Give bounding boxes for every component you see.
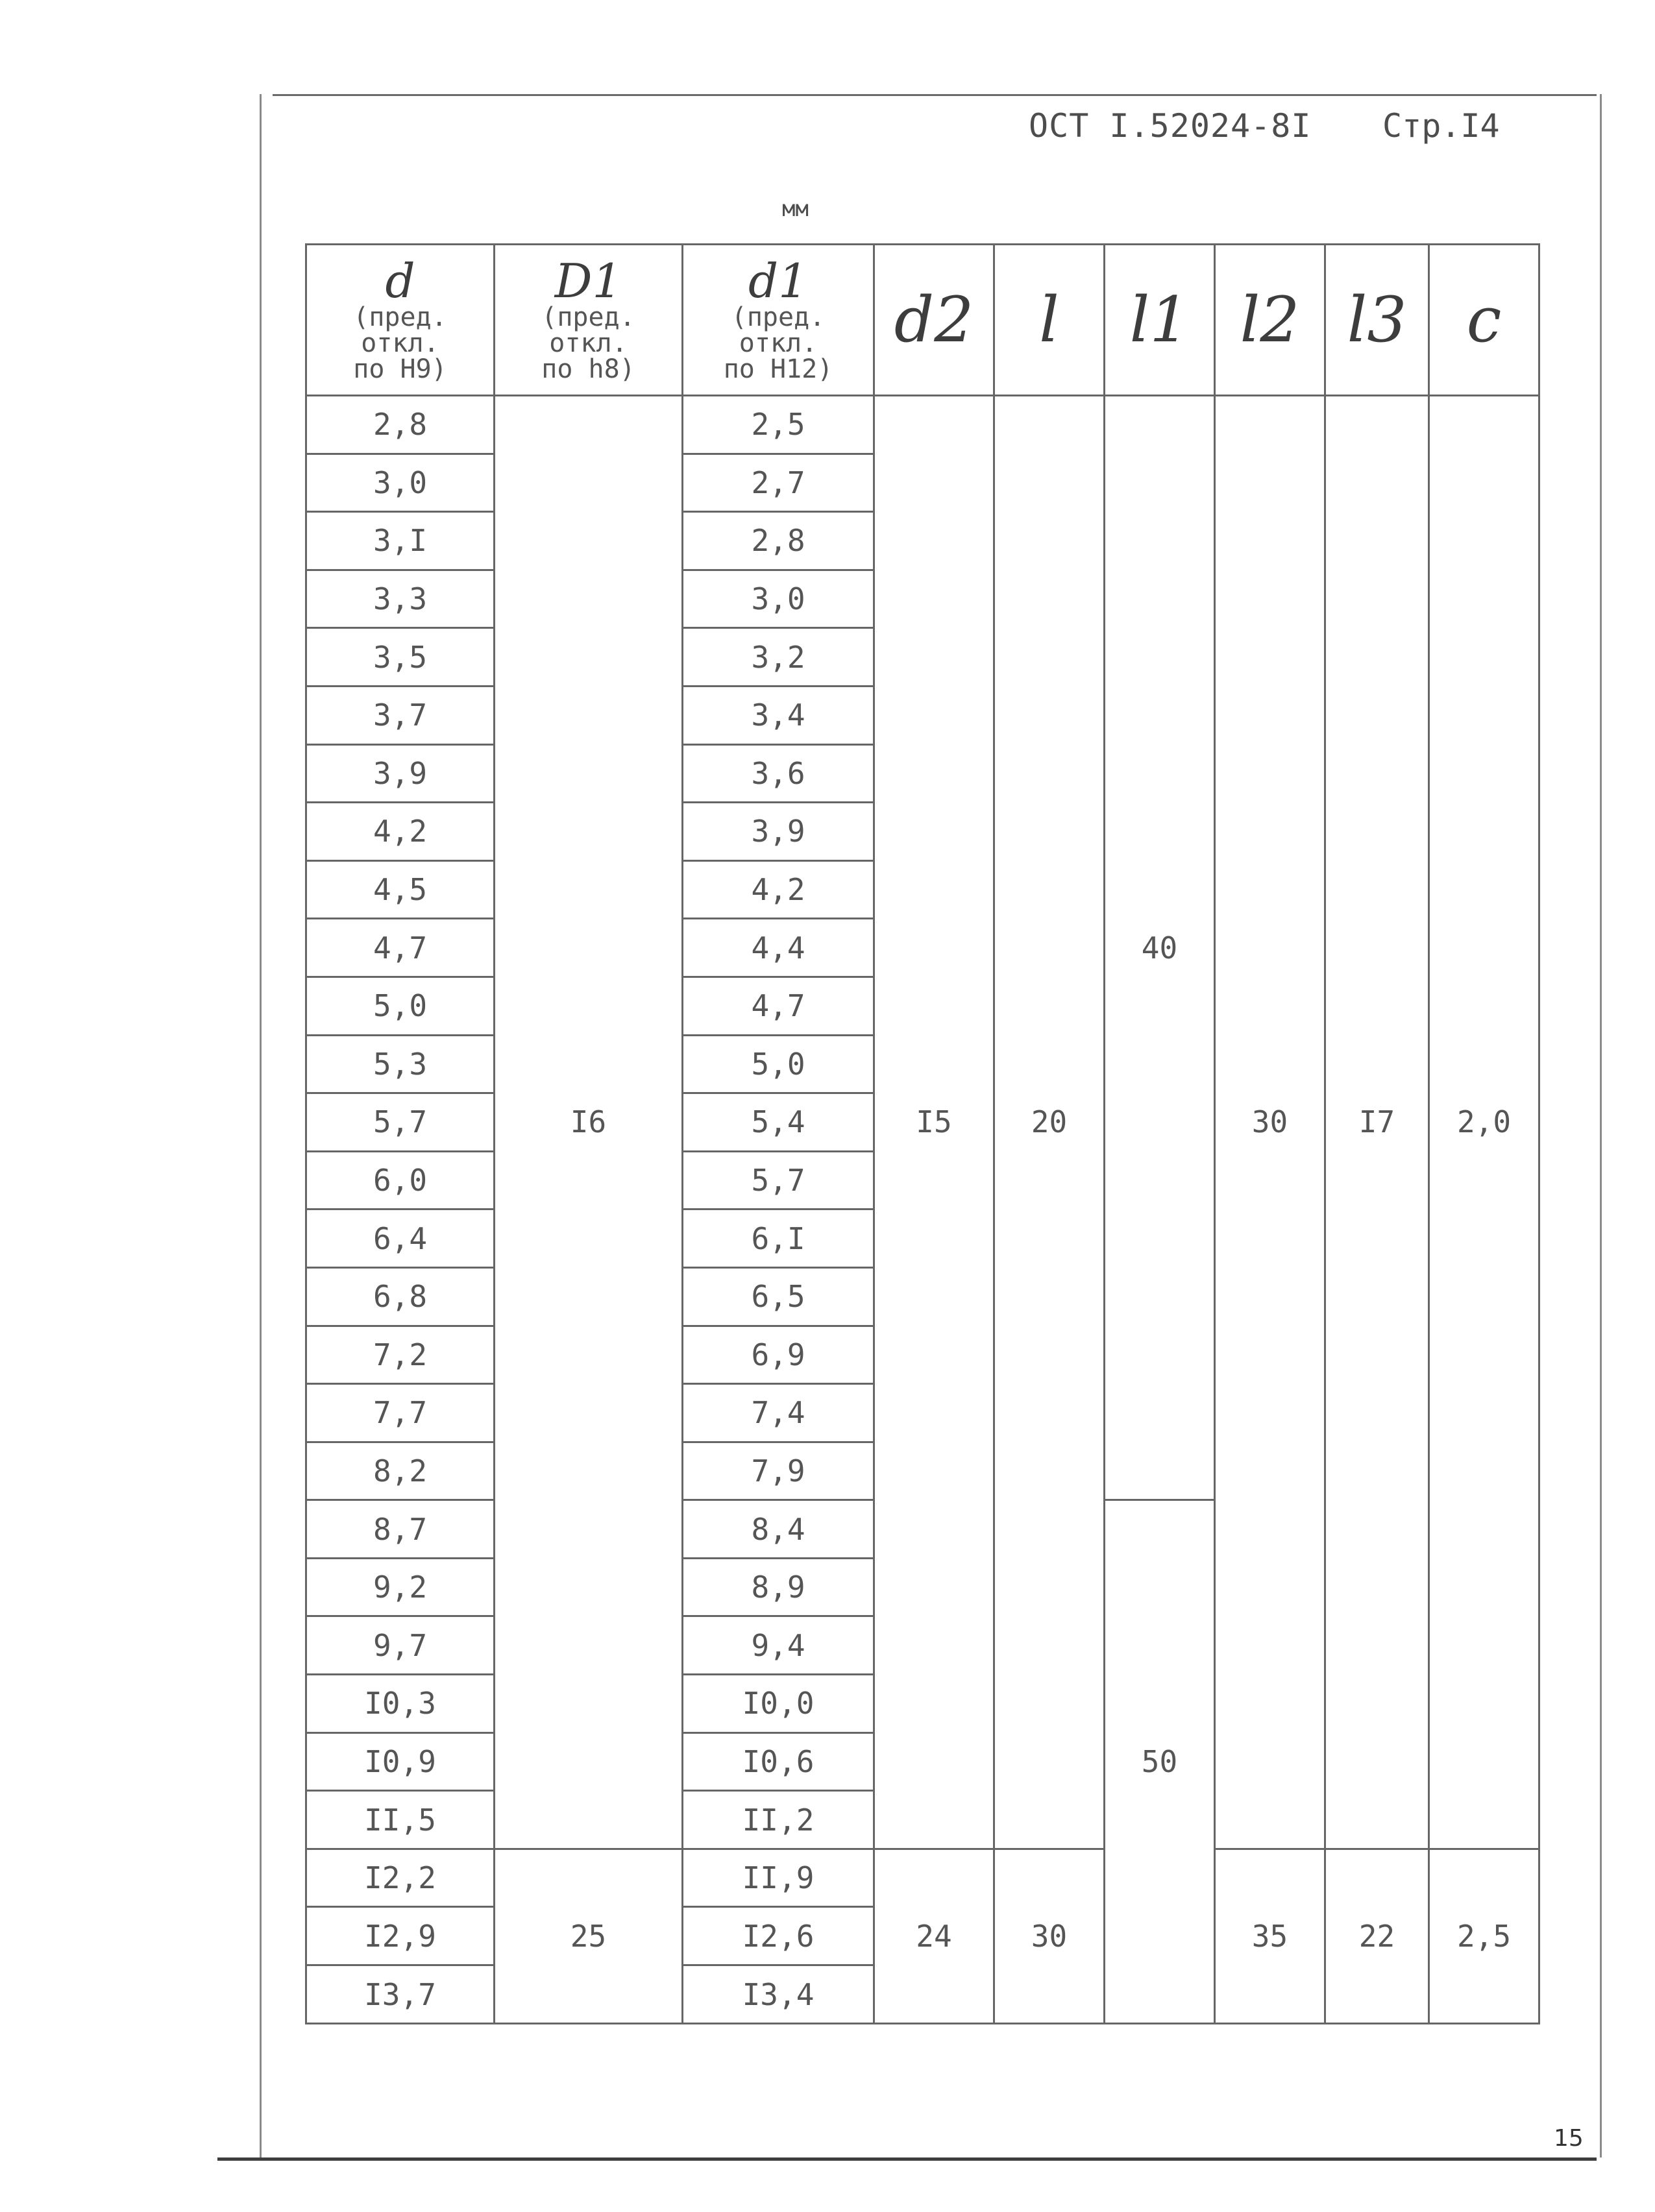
cell-d: I3,7 [306, 1965, 495, 2024]
tolerance-note: откл. [739, 328, 818, 358]
cell-d1: 5,0 [683, 1035, 874, 1093]
symbol-l: l [1039, 284, 1059, 356]
document-code: ОСТ I.52024-8I [1029, 107, 1312, 145]
cell-d1: 8,9 [683, 1558, 874, 1616]
cell-l2-group: 30 [1215, 396, 1325, 1849]
cell-d: I0,3 [306, 1675, 495, 1733]
tolerance-note: (пред. [353, 302, 447, 332]
cell-d1: 2,5 [683, 396, 874, 454]
column-header-c [1429, 245, 1539, 396]
tolerance-note: (пред. [541, 302, 635, 332]
table-row [306, 396, 1539, 454]
cell-D1-group: I6 [495, 396, 683, 1849]
cell-d1: I0,6 [683, 1732, 874, 1791]
cell-d1: 3,4 [683, 686, 874, 744]
cell-l1-group: 50 [1105, 1500, 1215, 2024]
cell-d1: 5,4 [683, 1093, 874, 1152]
symbol-d: d [385, 254, 415, 308]
cell-d2-group: 24 [874, 1849, 994, 2023]
symbol-D1: D1 [554, 254, 622, 308]
cell-d1: 2,7 [683, 454, 874, 512]
symbol-d2: d2 [894, 284, 974, 356]
cell-d: I0,9 [306, 1732, 495, 1791]
cell-d: 8,7 [306, 1500, 495, 1559]
cell-d1: 3,9 [683, 803, 874, 861]
cell-d: 3,9 [306, 744, 495, 803]
table-body [306, 396, 1539, 2024]
cell-d: 3,0 [306, 454, 495, 512]
cell-d1: I2,6 [683, 1907, 874, 1965]
cell-d: 4,5 [306, 860, 495, 919]
cell-d: 3,5 [306, 628, 495, 687]
symbol-l2: l2 [1240, 284, 1300, 356]
unit-label: мм [782, 196, 809, 222]
column-header-l3 [1325, 245, 1429, 396]
cell-d: 7,7 [306, 1384, 495, 1442]
cell-l-group: 30 [994, 1849, 1105, 2023]
cell-d1: 6,I [683, 1209, 874, 1268]
column-header-d [306, 245, 495, 396]
symbol-l1: l1 [1129, 284, 1190, 356]
cell-d: I2,2 [306, 1849, 495, 1907]
cell-d1: 6,5 [683, 1267, 874, 1326]
cell-d: 5,0 [306, 977, 495, 1035]
cell-d: 7,2 [306, 1326, 495, 1384]
cell-d1: 7,4 [683, 1384, 874, 1442]
dimensions-table [305, 243, 1540, 2024]
cell-c-group: 2,0 [1429, 396, 1539, 1849]
cell-d: 8,2 [306, 1442, 495, 1500]
cell-d: 6,0 [306, 1151, 495, 1209]
sheet-number: 15 [1554, 2125, 1584, 2152]
column-header-l [994, 245, 1105, 396]
tolerance-note: по H12) [723, 354, 833, 384]
cell-d: I2,9 [306, 1907, 495, 1965]
column-header-d2 [874, 245, 994, 396]
cell-d: 9,2 [306, 1558, 495, 1616]
cell-d2-group: I5 [874, 396, 994, 1849]
cell-d1: 3,0 [683, 570, 874, 628]
cell-d: II,5 [306, 1791, 495, 1849]
cell-c-group: 2,5 [1429, 1849, 1539, 2023]
tolerance-note: по h8) [541, 354, 635, 384]
column-header-D1 [495, 245, 683, 396]
cell-l3-group: 22 [1325, 1849, 1429, 2023]
cell-d1: 5,7 [683, 1151, 874, 1209]
cell-l1-group: 40 [1105, 396, 1215, 1500]
header-row [306, 245, 1539, 396]
cell-d1: 4,7 [683, 977, 874, 1035]
cell-d1: I3,4 [683, 1965, 874, 2024]
cell-d1: 6,9 [683, 1326, 874, 1384]
cell-d1: 7,9 [683, 1442, 874, 1500]
column-header-d1 [683, 245, 874, 396]
cell-d1: II,2 [683, 1791, 874, 1849]
cell-d: 9,7 [306, 1616, 495, 1675]
cell-d1: 2,8 [683, 512, 874, 570]
tolerance-note: (пред. [731, 302, 826, 332]
cell-d1: 4,2 [683, 860, 874, 919]
cell-d: 6,4 [306, 1209, 495, 1268]
symbol-c: c [1466, 284, 1502, 356]
cell-l2-group: 35 [1215, 1849, 1325, 2023]
sheet-bottom-border [217, 2157, 1597, 2161]
page-number: Стр.I4 [1382, 107, 1500, 145]
cell-d1: II,9 [683, 1849, 874, 1907]
column-header-l2 [1215, 245, 1325, 396]
table-row [306, 1849, 1539, 1907]
tolerance-note: откл. [549, 328, 628, 358]
tolerance-note: откл. [361, 328, 439, 358]
cell-d1: 9,4 [683, 1616, 874, 1675]
cell-d: 5,7 [306, 1093, 495, 1152]
cell-d: 3,3 [306, 570, 495, 628]
cell-d: 3,7 [306, 686, 495, 744]
cell-d: 2,8 [306, 396, 495, 454]
sheet-top-border [273, 94, 1597, 96]
symbol-d1: d1 [748, 254, 808, 308]
cell-d: 4,2 [306, 803, 495, 861]
column-header-l1 [1105, 245, 1215, 396]
tolerance-note: по H9) [353, 354, 447, 384]
cell-d1: 3,2 [683, 628, 874, 687]
cell-d1: 3,6 [683, 744, 874, 803]
symbol-l3: l3 [1347, 284, 1407, 356]
cell-d: 5,3 [306, 1035, 495, 1093]
cell-d: 4,7 [306, 919, 495, 977]
cell-D1-group: 25 [495, 1849, 683, 2023]
cell-d1: 4,4 [683, 919, 874, 977]
cell-d: 3,I [306, 512, 495, 570]
cell-d1: I0,0 [683, 1675, 874, 1733]
cell-d: 6,8 [306, 1267, 495, 1326]
cell-l3-group: I7 [1325, 396, 1429, 1849]
cell-d1: 8,4 [683, 1500, 874, 1559]
cell-l-group: 20 [994, 396, 1105, 1849]
